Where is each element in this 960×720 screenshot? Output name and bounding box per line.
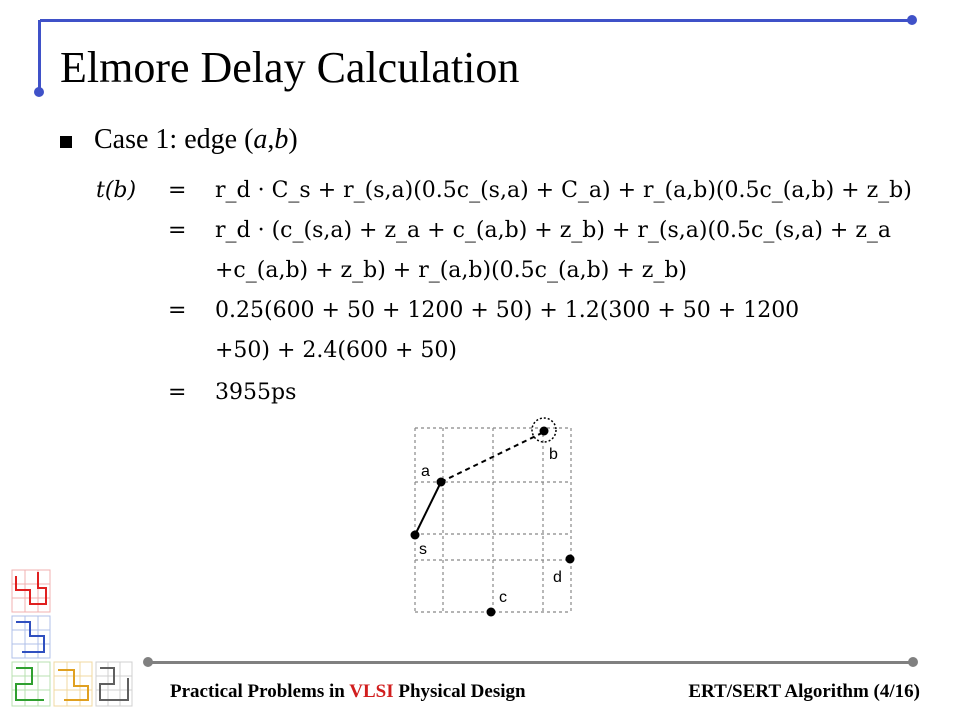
course-logo — [8, 560, 136, 710]
node-c — [487, 608, 496, 617]
wire-a-b — [441, 432, 544, 482]
eq-equals-3: = — [168, 298, 187, 323]
logo-grid-gray — [96, 662, 132, 706]
wire-s-a — [415, 482, 441, 535]
eq-equals-4: = — [168, 380, 187, 405]
footer-line — [148, 661, 914, 664]
node-s — [411, 531, 420, 540]
footer-slide-info: ERT/SERT Algorithm (4/16) — [688, 681, 920, 702]
footer-course-title: Practical Problems in VLSI Physical Design — [170, 681, 526, 702]
eq-line-4: 0.25(600 + 50 + 1200 + 50) + 1.2(300 + 50 + 1200 — [215, 298, 800, 323]
logo-grid-blue — [12, 616, 50, 658]
grid-lines — [415, 428, 571, 612]
eq-line-5: +50) + 2.4(600 + 50) — [215, 338, 457, 363]
label-s: s — [419, 541, 427, 558]
frame-left-bottom-dot — [34, 87, 44, 97]
label-b: b — [549, 446, 558, 463]
node-a — [437, 478, 446, 487]
eq-result: 3955ps — [215, 380, 297, 405]
bullet-text: Case 1: edge (a,b) — [94, 124, 298, 155]
label-c: c — [499, 589, 507, 606]
eq-lhs: t(b) — [96, 178, 137, 203]
logo-grid-green — [12, 662, 50, 706]
eq-equals-2: = — [168, 218, 187, 243]
node-d — [566, 555, 575, 564]
eq-line-3: +c_(a,b) + z_b) + r_(a,b)(0.5c_(a,b) + z_b) — [215, 258, 688, 283]
bullet-square-icon — [60, 136, 72, 148]
label-d: d — [553, 569, 562, 586]
frame-top-right-dot — [907, 15, 917, 25]
frame-left-line — [38, 20, 41, 92]
label-a: a — [421, 463, 430, 480]
routing-grid-figure — [405, 410, 585, 620]
node-b — [540, 427, 549, 436]
slide-title: Elmore Delay Calculation — [60, 43, 520, 92]
eq-line-2: r_d · (c_(s,a) + z_a + c_(a,b) + z_b) + r_(s,a)(0.5c_(s,a) + z_a — [215, 218, 892, 243]
logo-grid-red — [12, 570, 50, 612]
frame-top-line — [40, 19, 912, 22]
footer-right-dot — [908, 657, 918, 667]
eq-equals-1: = — [168, 178, 187, 203]
logo-grid-orange — [54, 662, 92, 706]
eq-line-1: r_d · C_s + r_(s,a)(0.5c_(s,a) + C_a) + r_(a,b)(0.5c_(a,b) + z_b) — [215, 178, 912, 203]
